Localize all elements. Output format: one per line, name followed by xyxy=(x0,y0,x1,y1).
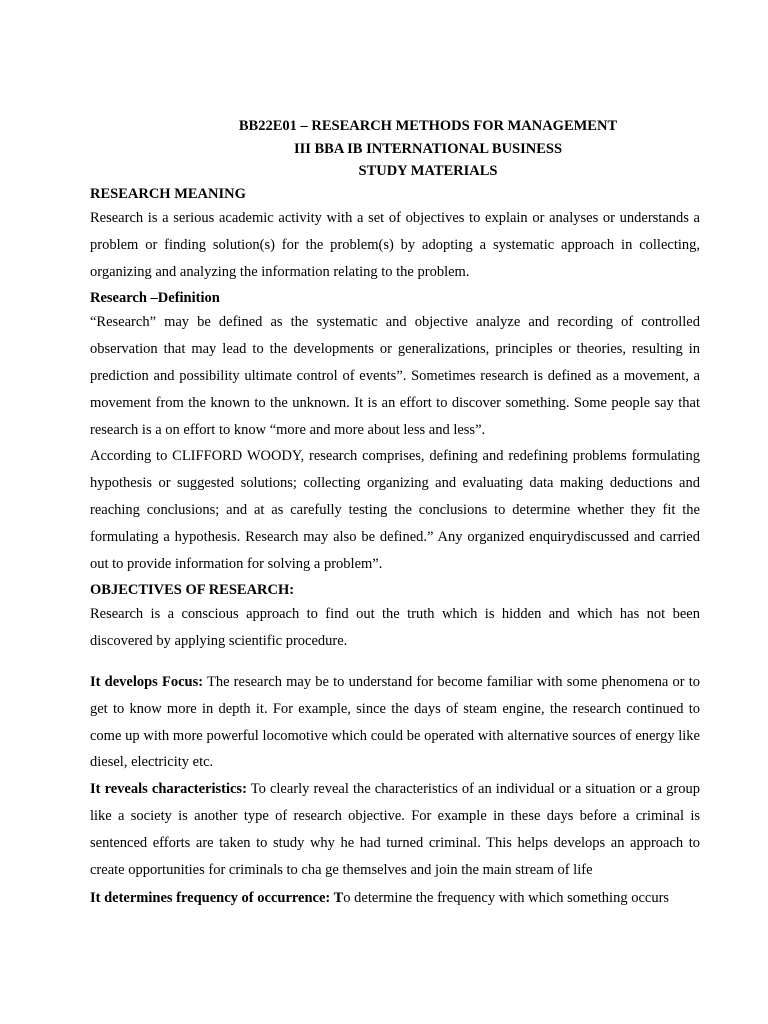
section-heading-meaning: RESEARCH MEANING xyxy=(90,186,246,202)
program-title: III BBA IB INTERNATIONAL BUSINESS xyxy=(293,140,563,157)
objectives-intro-paragraph: Research is a conscious approach to find out the truth which is hidden and which has not been discovered by applying scientific procedure. xyxy=(90,606,700,650)
objective-reveal-label: It reveals characteristics: xyxy=(90,781,247,798)
section-heading-definition: Research –Definition xyxy=(90,290,220,307)
objective-focus-text: The research may be to understand for become familiar with some phenomena or to get to know more in depth it. For example, since the days of steam engine, the research continued to come up with more powerful locomotive which could be operated with alternative sources of energy like diesel, electricity etc. xyxy=(90,673,700,771)
definition-paragraph-1: “Research” may be defined as the systematic and objective analyze and recording of controlled observation that may lead to the developments or generalizations, principles or theories, resulting in prediction and possibility ultimate control of events”. Sometimes research is defined as a movement, a movement from the known to the unknown. It is an effort to discover something. Some people say that research is a on effort to know “more and more about less and less”. xyxy=(90,314,700,438)
document-body xyxy=(90,183,700,912)
objective-frequency-text: o determine the frequency with which something occurs xyxy=(343,890,670,907)
document-header xyxy=(0,115,768,183)
objective-reveal-paragraph xyxy=(90,776,700,883)
objective-focus-label: It develops Focus: xyxy=(90,673,204,690)
materials-title: STUDY MATERIALS xyxy=(358,163,498,179)
objective-reveal-text: To clearly reveal the characteristics of an individual or a situation or a group like a society is another type of research objective. For example in these days before a criminal is sentenced efforts are taken to study why he had turned criminal. This helps develops an approach to create opportunities for criminals to cha ge themselves and join the main stream of life xyxy=(90,781,700,878)
course-title: BB22E01 – RESEARCH METHODS FOR MANAGEMENT xyxy=(238,118,618,134)
objective-focus-paragraph xyxy=(90,669,700,776)
meaning-paragraph: Research is a serious academic activity with a set of objectives to explain or analyses or understands a problem or finding solution(s) for the problem(s) by adopting a systematic approach in collecting, organizing and analyzing the information relating to the problem. xyxy=(90,210,700,280)
objective-frequency-label: It determines frequency of occurrence: T xyxy=(90,890,344,907)
definition-paragraph-2: According to CLIFFORD WOODY, research comprises, defining and redefining problems formulating hypothesis or suggested solutions; collecting organizing and evaluating data making deductions and reaching conclusions; and at as carefully testing the conclusions to determine whether they fit the formulating a hypothesis. Research may also be defined.” Any organized enquirydiscussed and carried out to provide information for solving a problem”. xyxy=(90,448,700,572)
objective-frequency-paragraph xyxy=(90,885,700,912)
section-heading-objectives: OBJECTIVES OF RESEARCH: xyxy=(90,582,295,599)
